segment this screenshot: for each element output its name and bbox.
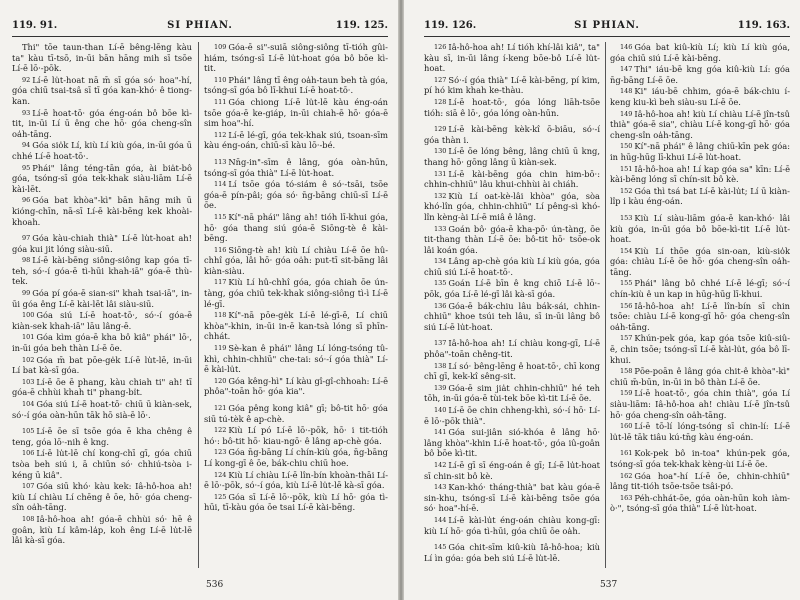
verse-number: 153 [620, 213, 633, 222]
verse-number: 113 [214, 157, 227, 166]
verse-text: Lí-ē ōe chin chheng-khì, só·-í hō· Lí-ē lō·-pōk thià". [424, 405, 600, 426]
left-column-b [204, 42, 388, 568]
verse [12, 448, 192, 480]
right-header-title: SI PHIAN. [574, 20, 640, 31]
verse-number: 148 [620, 87, 633, 96]
left-page-columns [12, 42, 388, 568]
verse [12, 310, 192, 331]
verse-text: Goán Lí-ē bīn ê kng chiō Lí-ē lō·-pōk, góa Lí-ē lé-gī lâi kà-sī góa. [424, 278, 600, 300]
verse [610, 333, 790, 365]
verse-number: 142 [434, 460, 447, 469]
verse-number: 147 [620, 65, 633, 74]
verse-text: Góa sui-jiân sió-khóa ê lâng hō· lâng khòa"-khin Lí-ē hoat-tō·, góa iû-goân bô bōe kì-tit. [424, 427, 600, 459]
right-header-verse-end: 119. 163. [737, 20, 790, 31]
column-divider [605, 42, 606, 568]
verse [610, 246, 790, 278]
verse-number: 152 [620, 186, 633, 195]
verse-number: 145 [434, 543, 447, 552]
verse [12, 288, 192, 309]
verse-number: 134 [434, 257, 447, 266]
verse-number: 140 [434, 406, 447, 414]
verse [424, 224, 600, 256]
verse-number: 115 [214, 212, 227, 221]
verse-number: 117 [214, 278, 227, 287]
verse-text: Iâ-hô-hoa ah! Lí kap góa sa" kīn: Lí-ē kài-bēng lóng sī chín-sit bô kè. [610, 163, 790, 185]
verse-text: Góa kàu-chiah thià" Lí-ē lu̍t-hoat ah! góa kui jit lóng siàu-siū. [12, 233, 192, 254]
verse-number: 158 [620, 367, 633, 376]
verse [424, 361, 600, 382]
verse-text: Kí"-nā phái" lâng ah! tióh lī-khui góa, hō· góa thang siú góa-ē Siōng-tè ê kài-bēng. [204, 211, 388, 244]
verse [424, 278, 600, 299]
verse-number: 157 [620, 334, 633, 343]
verse-number: 137 [434, 339, 447, 348]
verse-number: 124 [214, 470, 227, 479]
verse-text: Ki" iáu-bē chhim, góa-ē bák-chiu í-keng kiu-kì beh siàu-su Lí-ē ōe. [610, 86, 790, 107]
verse-text: Góa chiong Lí-ē lu̍t-lē kàu éng-oán tsōe góa-ē ke-giáp, in-ūi chiah-ē hō· góa-ē sim hoa"-hí. [204, 96, 388, 129]
verse-number: 132 [434, 191, 447, 200]
verse-text: Kiù Lí thōe góa sin-oan, kiù-sio̍k góa: chiàu Lí-ē ōe hō· góa cheng-sîn oa̍h-tāng. [610, 245, 790, 277]
verse-number: 104 [22, 400, 35, 408]
verse [424, 405, 600, 426]
verse-number: 133 [434, 224, 447, 233]
verse-number: 94 [22, 141, 31, 150]
verse-text: Nn̄g-in"-sīm ê lâng, góa oàn-hūn, tsóng-sī góa thià" Lí-ē lu̍t-hoat. [204, 156, 388, 178]
verse-text: Phái" lâng téng-tān góa, ài bia̍t-bô góa, tsóng-sī góa tek-khak siàu-liām Lí-ē kài-lēt. [12, 162, 192, 194]
verse-text: Góa-ē sim jia̍t chhin-chhiū" hé teh tōh, in-ūi góa-ē tùi-tek bōe kì-tit Lí-ē ōe. [424, 382, 600, 404]
verse-number: 96 [22, 196, 31, 205]
column-divider [198, 42, 199, 568]
verse [12, 75, 192, 107]
verse-text: Góa chit-sīm kiû-kiù Iâ-hô-hoa; kiù Lí ìn góa: góa beh siú Lí-ē lu̍t-lē. [424, 542, 600, 563]
verse-text: Góa siú Lí-ē hoat-tō·, só·-í góa-ē kiàn-sek khah-iā" lāu lâng-ē. [12, 310, 192, 331]
verse [204, 212, 388, 244]
book-gutter [398, 0, 404, 600]
left-column-a [12, 42, 192, 568]
verse-text: Lí-ē hoat-tō·, góa chin thià", góa Lí siàu-liām: Iâ-hô-hoa ah! chiàu Lí-ē jîn-tsû hō· góa cheng-sîn oa̍h-tāng. [610, 388, 790, 420]
verse-text: Góa bat kiû-kiù Lí; kiù Lí kiù góa, góa chiū siú Lí-ē kài-bēng. [610, 42, 790, 63]
verse-text: Iâ-hô-hoa ah! góa-ē chhùi só· hē ê goân, kiù Lí kâm-la̍p, koh êng Lí-ē lu̍t-lē lâi kà-sī góa. [12, 513, 192, 546]
verse-number: 99 [22, 289, 31, 298]
verse-text: Kí"-nā pōe-ge̍k Lí-ē lé-gī-ē, Lí chiū khòa"-khin, in-ūi in-ē kan-tsà lóng sī phīn-chhát. [204, 310, 388, 342]
verse-text: Lí-ē hoat-tō· góa éng-oán bô bōe kì-tit, in-ūi Lí ū êng che hō· góa cheng-sîn oa̍h-tāng. [12, 107, 192, 139]
verse-number: 126 [434, 43, 447, 51]
verse-text: Siōng-tè ah! kiù Lí chiàu Lí-ē ōe hû-chhî góa, lâi hō· góa oa̍h: put-tī sit-bāng lâi kiàn-siàu. [204, 244, 388, 276]
verse [204, 75, 388, 96]
right-page-number: 537 [600, 580, 618, 590]
verse-text: Lí-ē lé-gī, góa tek-khak siú, tsoan-sīm kàu éng-oán, chiū-sī kàu lō·-bé. [204, 129, 388, 151]
verse-number: 101 [22, 333, 35, 342]
verse [610, 421, 790, 442]
verse-number: 105 [22, 427, 35, 436]
verse [424, 482, 600, 514]
verse [610, 42, 790, 63]
verse-text: Kiù Lí chiàu Lí-ē lîn-bín khoàn-thāi Lí-ē lō·-pōk, só·-í góa, kiù Lí-ē lu̍t-lē kà-sī góa. [204, 469, 388, 491]
right-page [424, 18, 790, 590]
verse [610, 278, 790, 299]
verse-number: 139 [434, 383, 447, 392]
verse [12, 332, 192, 353]
left-header-verse-end: 119. 125. [335, 20, 388, 31]
verse-number: 102 [22, 355, 35, 364]
verse [204, 403, 388, 424]
verse [204, 130, 388, 151]
verse [424, 427, 600, 459]
verse [610, 213, 790, 245]
verse [12, 108, 192, 140]
verse [204, 277, 388, 309]
verse [12, 233, 192, 254]
verse-number: 154 [620, 246, 633, 255]
verse [424, 75, 600, 96]
verse [424, 146, 600, 167]
verse-number: 109 [214, 43, 227, 51]
verse-text: Góa sio̍k Lí, kiù Lí kiù góa, in-ūi góa ū chhé Lí-ē hoat-tō·. [12, 140, 192, 161]
verse-number: 127 [434, 75, 447, 84]
verse [204, 97, 388, 129]
verse [204, 179, 388, 211]
verse-text: Góa bat khòa"-kì" bān hāng mih ū kióng-chīn, nā-sī Lí-ē kài-bēng kek khoài-khoah. [12, 195, 192, 227]
verse-number: 120 [214, 376, 227, 385]
verse-number: 149 [620, 109, 633, 118]
verse [424, 515, 600, 536]
verse [610, 493, 790, 514]
verse [424, 460, 600, 481]
verse-text: Pōe-poān ê lâng góa chit-ê khòa"-kì" chiū m̄-būn, in-ūi in bô thàn Lí-ē ōe. [610, 366, 790, 387]
verse [424, 383, 600, 404]
verse-number: 103 [22, 377, 35, 386]
verse-text: Lí-ē gī sī éng-oán ê gī; Lí-ē lu̍t-hoat sī chin-sit bô kè. [424, 459, 600, 481]
verse-text: Lí-ē kài-lu̍t éng-oán chiàu kong-gī: kiù Lí hō· góa tì-hūi, góa chiū ōe oa̍h. [424, 514, 600, 536]
verse-text: Góa thì tsá bat Lí-ē kài-lu̍t; Lí ū kiàn-lîp i kàu éng-oán. [610, 185, 790, 207]
verse [204, 310, 388, 342]
verse-text: Lí-ē hoat-tō·, góa lóng liāh-tsōe tióh: siā ê lō·, góa lóng oàn-hūn. [424, 96, 600, 118]
verse [610, 186, 790, 207]
verse [204, 157, 388, 178]
verse-text: Lí-ē kài-bēng siông-siông kap góa tī-teh, só·-í góa-ē tì-hūi khah-iā" góa-ē thù-tek. [12, 255, 192, 287]
verse-number: 159 [620, 389, 633, 398]
verse-number: 93 [22, 108, 31, 117]
verse-text: Góa kìm góa-ē kha bô kiâ" phái" lō·, in-ūi góa beh thàn Lí-ē ōe. [12, 332, 192, 354]
verse-text: Lí-ē ōe ē phang, kàu chiah ti" ah! tī góa-ē chhùi khah ti" phang-bi̍t. [12, 376, 192, 398]
verse-text: Só·-í góa thià" Lí-ē kài-bēng, pí kim, pí hó kim khah ke-thàu. [424, 74, 600, 96]
verse [204, 343, 388, 375]
verse-number: 112 [214, 130, 227, 139]
verse-text: Góa kêng-hì" Lí kàu gî-gî-chhoah: Lí-ē phôa"-toān hō· góa kia". [204, 375, 388, 397]
right-page-header [424, 18, 790, 37]
left-page [12, 18, 388, 590]
verse [610, 301, 790, 333]
verse-text: Kiù Lí pó Lí-ē lō·-pōk, hō· i tit-tióh hó·: bô-tit hō· kiau-ngō· ê lâng ap-chè góa. [204, 425, 388, 446]
verse-text: Góa n̄g-bāng Lí chín-kiù góa, n̄g-bāng Lí kong-gī ê ōe, bák-chiu chiū hoe. [204, 447, 388, 468]
verse-number: 128 [434, 97, 447, 106]
verse-number: 92 [22, 75, 31, 84]
verse-text: Lí-ē lu̍t-hoat nā m̄ sī góa só· hoa"-hí, góa chiū tsai-tsâ sī tī góa kan-khó· ê tiong-kan. [12, 74, 192, 106]
verse-number: 125 [214, 492, 227, 501]
verse [12, 163, 192, 195]
verse-text: Kiù Lí hû-chhî góa, góa chiah ōe ún-tàng, góa chiū tek-khak siông-siông tì-ì Lí-ē lé-gī. [204, 277, 388, 309]
verse [424, 191, 600, 223]
verse-number: 119 [214, 344, 227, 353]
verse-text: Lí só· bêng-lēng ê hoat-tō·, chī kong chī gī, kek-kî sêng-sit. [424, 360, 600, 382]
verse [12, 426, 192, 447]
verse-number: 151 [620, 164, 633, 173]
verse [610, 64, 790, 85]
verse-number: 97 [22, 234, 31, 243]
verse [424, 42, 600, 74]
verse-number: 161 [620, 449, 633, 458]
verse-number: 150 [620, 142, 633, 151]
left-page-header [12, 18, 388, 37]
verse [424, 97, 600, 118]
verse-number: 111 [214, 97, 227, 106]
verse [204, 376, 388, 397]
verse [610, 141, 790, 162]
verse [424, 124, 600, 145]
verse [204, 245, 388, 277]
verse-text: Kok-pek bô in-toa" khún-pek góa, tsóng-sī góa tek-khak kèng-ùi Lí-ē ōe. [610, 448, 790, 469]
verse-number: 123 [214, 448, 227, 457]
verse [12, 42, 192, 74]
verse-text: Iâ-hô-hoa ah! Lí tióh khí-lâi kiâ", ta" kàu sī, in-ūi lâng í-keng bōe-bô Lí-ē lu̍t-hoat. [424, 42, 600, 74]
verse-text: Góa siū khó· kàu kek: Iâ-hô-hoa ah! kiù Lí chiàu Lí chēng ê ōe, hō· góa cheng-sîn oa̍h-tāng. [12, 481, 192, 513]
verse-text: Góa hoa"-hí Lí-ē ōe, chhin-chhiū" lâng tit-tióh tsōe-tsōe tsâi-pó. [610, 470, 790, 492]
verse-number: 143 [434, 483, 447, 492]
verse-text: Góa pí góa-ē sian-si" khah tsai-iā", in-ūi góa êng Lí-ē kài-lēt lâi siàu-siū. [12, 288, 192, 309]
verse-number: 118 [214, 311, 227, 320]
left-header-title: SI PHIAN. [167, 20, 233, 31]
verse-text: Sè-kan ê phái" lâng Lí lóng-tsóng tû-khì, chhin-chhiū" che-tai: só·-í góa thià" Lí-ē kài-lu̍t. [204, 343, 388, 375]
verse-text: Kiù Lí siàu-liām góa-ē kan-khó· lâi kiù góa, in-ūi góa bô bōe-kì-tit Lí-ē lu̍t-hoat. [610, 212, 790, 245]
verse [12, 355, 192, 376]
verse-text: Lí-ē lu̍t-lē chí kong-chī gī, góa chiū tsòa beh siú i, ā chiūn só· chhiú-tsòa i-kéng ū kiâ". [12, 448, 192, 480]
verse-number: 163 [620, 493, 633, 502]
verse-text: Lí tsōe góa tó-siám ê só·-tsāi, tsōe góa-ē pín-pâi; góa só· n̄g-bāng chiū-sī Lí-ē ōe. [204, 179, 388, 211]
verse-number: 114 [214, 180, 227, 189]
verse [610, 448, 790, 469]
verse [610, 366, 790, 387]
verse-number: 162 [620, 471, 633, 480]
verse [204, 447, 388, 468]
verse-number: 138 [434, 361, 447, 370]
verse [12, 399, 192, 420]
verse-number: 155 [620, 279, 633, 288]
verse-text: Kiù Lí oat-kè-lâi khòa" góa, sòa khó-lîn góa, chhin-chhiū" Lí pêng-sì khó-lîn kèng-ài Lí-ē miâ ê lâng. [424, 190, 600, 222]
verse [12, 140, 192, 161]
verse-number: 108 [22, 514, 35, 523]
verse-text: Lí-ē ōe sī tsōe góa ē kha chêng ê teng, góa lō·-nih ê kng. [12, 426, 192, 447]
verse [610, 471, 790, 492]
verse-text: Góa siú Lí-ē hoat-tō· chiū ū kiàn-sek, só·-í góa oàn-hūn tāk hō sià-ē lō·. [12, 399, 192, 420]
verse-text: Góa m̄ bat pōe-ge̍k Lí-ē lu̍t-lē, in-ūi Lí bat kà-sī góa. [12, 354, 192, 376]
verse-number: 107 [22, 482, 35, 491]
verse-text: Góa sī Lí-ē lō·-pōk, kiù Lí hō· góa tì-hūi, tī-kàu góa ōe tsai Lí-ē kài-bēng. [204, 491, 388, 513]
verse-number: 156 [620, 301, 633, 310]
verse [204, 492, 388, 513]
right-column-b [610, 42, 790, 568]
verse-number: 135 [434, 279, 447, 288]
verse-text: Kan-khó· tháng-thià" bat kàu góa-ē sin-khu, tsóng-sī Lí-ē kài-bēng tsōe góa só· hoa"-hí-ē. [424, 482, 600, 514]
verse-number: 100 [22, 311, 35, 320]
verse-number: 144 [434, 515, 447, 524]
verse [424, 542, 600, 563]
verse-text: Iâ-hô-hoa ah! Lí chiàu kong-gī, Lí-ē phôa"-toān chêng-tit. [424, 338, 600, 360]
verse [424, 301, 600, 333]
verse-text: Phái" lâng tī êng oa̍h-taun beh tà góa, tsóng-sī góa bô lī-khui Lí-ē hoat-tō·. [204, 74, 388, 96]
verse [12, 481, 192, 513]
verse [12, 514, 192, 546]
verse-text: Lí-ē ōe lóng bêng, lâng chiū ū kng, thang hō· gōng lâng ū kiàn-sek. [424, 146, 600, 167]
verse-text: Lâng ap-chè góa kiù Lí kiù góa, góa chiū siú Lí-ē hoat-tō·. [424, 256, 600, 277]
verse [424, 338, 600, 359]
verse-text: Iâ-hô-hoa ah! kiù Lí chiàu Lí-ē jîn-tsû thià" góa-ē sia", chiàu Lí-ē kong-gī hō· góa cheng-sîn oa̍h-tāng. [610, 108, 790, 140]
verse-number: 110 [214, 75, 227, 84]
verse-text: Góa pêng kong kiâ" gī; bô-tit hō· góa siū tú-tèk ê ap-chè. [204, 403, 388, 424]
verse-text: Lí-ē kài-bēng kèk-kî ō-biāu, só·-í góa thàn i. [424, 124, 600, 145]
verse-number: 141 [434, 428, 447, 437]
verse-number: 160 [620, 422, 633, 431]
left-page-number: 536 [206, 580, 224, 590]
verse-text: Thi" iáu-bē kng góa kiû-kiù Lí: góa n̄g-bāng Lí-ē ōe. [610, 64, 790, 85]
verse-text: Lí-ē kài-bēng góa chin him-bō·: chhin-chhiū" lâu khui-chhùi ài chiáh. [424, 168, 600, 190]
verse-number: 121 [214, 404, 227, 412]
verse [610, 164, 790, 185]
verse-number: 122 [214, 426, 227, 435]
verse [12, 255, 192, 287]
verse-number: 130 [434, 147, 447, 156]
verse [424, 169, 600, 190]
verse-number: 129 [434, 125, 447, 134]
verse-number: 136 [434, 301, 447, 310]
verse [610, 86, 790, 107]
verse-text: Khún-pek góa, kap góa tsōe kiû-siû-ē, chin tsōe; tsóng-sī Lí-ē kài-lu̍t, góa bô lī-khui. [610, 333, 790, 365]
right-page-columns [424, 42, 790, 568]
verse-number: 116 [214, 245, 227, 254]
verse-number: 106 [22, 449, 35, 458]
verse [204, 42, 388, 74]
verse-number: 131 [434, 169, 447, 178]
verse-text: Péh-chhát-ōe, góa oàn-hūn koh iàm-ò·", tsóng-sī góa thià" Lí-ē lu̍t-hoat. [610, 492, 790, 514]
verse-text: Góa-ē si"-suiā siông-siông tī-tióh gûi-hiám, tsóng-sī Lí-ē lu̍t-hoat góa bô bōe kì-tit. [204, 42, 388, 74]
verse-text: Kí"-nā phái" ê lâng chiū-kīn pek góa: in hūg-hūg lī-khui Lí-ē lu̍t-hoat. [610, 141, 790, 162]
verse-text: Iâ-hô-hoa ah! Lí-ē lîn-bín sī chin tsōe: chiàu Lí-ē kong-gī hō· góa cheng-sîn oa̍h-tāng. [610, 300, 790, 332]
verse-number: 98 [22, 256, 31, 265]
verse-text: Phái" lâng bô chhé Lí-ē lé-gī; só·-í chín-kiù ê un kap in hūg-hūg lī-khui. [610, 278, 790, 300]
verse [12, 195, 192, 227]
verse [12, 377, 192, 398]
verse [610, 109, 790, 141]
verse-text: Thi" tōe taun-than Lí-ē bêng-lēng kàu ta" kàu tī-tsō, in-ūi bān hāng mih sī tsōe Lí-ē lō·-pōk. [12, 42, 192, 74]
left-header-verse-start: 119. 91. [12, 20, 58, 31]
verse-text: Goán bô· góa-ē kha-pō· ún-tàng, ōe tit-thang thàn Lí-ē ōe: bô-tit hō· tsōe-ok lâi koán góa. [424, 223, 600, 255]
verse [204, 470, 388, 491]
verse [424, 256, 600, 277]
verse-text: Lí-ē tō-lí lóng-tsóng sī chin-lí: Lí-ē lu̍t-lē tāk tiâu kú-tn̄g kàu éng-oán. [610, 421, 790, 442]
right-header-verse-start: 119. 126. [424, 20, 477, 31]
verse-text: Góa-ē bák-chiu lâu bák-sái, chhin-chhiū" khoe tsúi teh lâu, sī in-ūi lâng bô siú Lí-ē lu̍t-hoat. [424, 300, 600, 332]
verse [204, 425, 388, 446]
verse-number: 146 [620, 43, 633, 51]
right-column-a [424, 42, 600, 568]
verse-number: 95 [22, 163, 31, 172]
verse [610, 388, 790, 420]
